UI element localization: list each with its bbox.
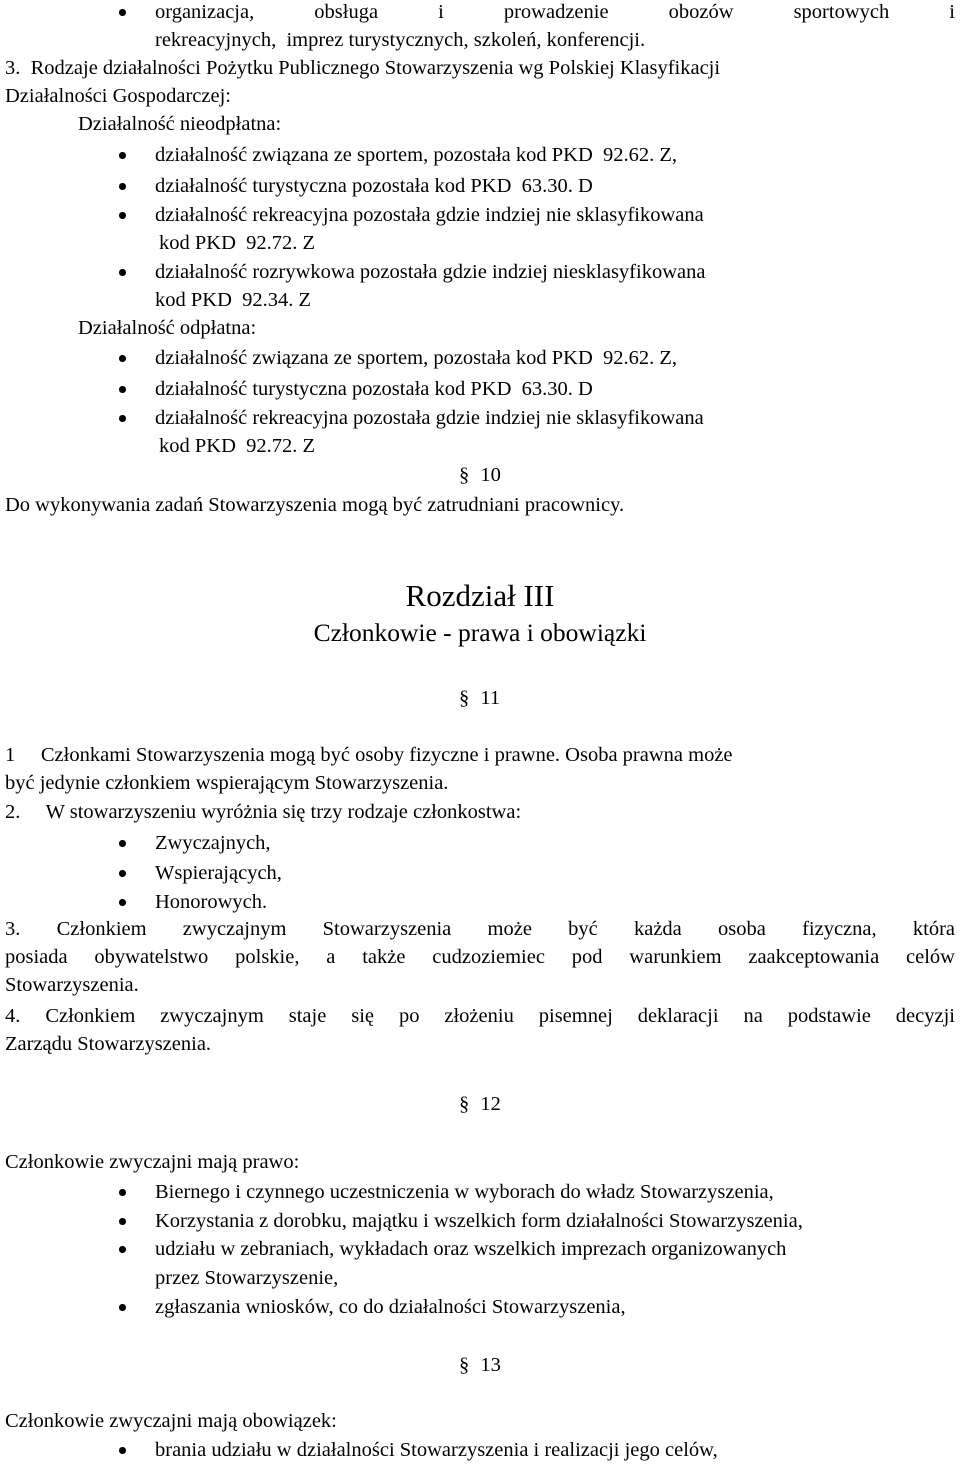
paragraph-text-line: Zarządu Stowarzyszenia.	[5, 1033, 212, 1055]
list-item-text: kod PKD 92.72. Z	[159, 232, 316, 254]
bullet	[119, 183, 126, 190]
paragraph-text-line: Do wykonywania zadań Stowarzyszenia mogą być zatrudniani pracownicy.	[5, 494, 625, 516]
list-item-text: Korzystania z dorobku, majątku i wszelkich form działalności Stowarzyszenia,	[155, 1210, 803, 1232]
bullet	[119, 152, 126, 159]
list-item-text: działalność turystyczna pozostała kod PKD 63.30. D	[155, 175, 593, 197]
paragraph-text	[5, 1407, 337, 1435]
bullet	[119, 1218, 126, 1225]
list-item-continued	[155, 286, 311, 314]
list-item	[155, 888, 267, 916]
list-item-text: zgłaszania wniosków, co do działalności Stowarzyszenia,	[155, 1296, 626, 1318]
list-item-text: działalność turystyczna pozostała kod PKD 63.30. D	[155, 378, 593, 400]
paragraph-mark	[459, 1351, 501, 1379]
paragraph-text-line: Członkowie zwyczajni mają obowiązek:	[5, 1410, 337, 1432]
list-item-text: działalność związana ze sportem, pozostała kod PKD 92.62. Z,	[155, 144, 678, 166]
list-item-continued	[159, 229, 315, 257]
bullet	[119, 355, 126, 362]
section-heading-continued	[5, 82, 231, 110]
paid-label-text: Działalność odpłatna:	[78, 317, 257, 339]
list-item-text: działalność rozrywkowa pozostała gdzie indziej niesklasyfikowana	[155, 261, 706, 283]
paragraph-text	[5, 1030, 211, 1058]
list-item-text: organizacja, obsługa i prowadzenie obozów sportowych i	[155, 1, 955, 23]
list-item-text: przez Stowarzyszenie,	[155, 1267, 339, 1289]
list-item-text: działalność rekreacyjna pozostała gdzie indziej nie sklasyfikowana	[155, 204, 704, 226]
list-item	[155, 172, 593, 200]
list-item	[155, 141, 677, 169]
paragraph-number: 10	[480, 464, 501, 486]
paragraph-number: 13	[480, 1354, 501, 1376]
bullet	[119, 870, 126, 877]
list-item-text: kod PKD 92.34. Z	[155, 289, 312, 311]
list-item-text: brania udziału w działalności Stowarzyszenia i realizacji jego celów,	[155, 1439, 718, 1461]
list-item	[155, 0, 955, 26]
paragraph-mark	[459, 461, 501, 489]
bullet	[119, 1189, 126, 1196]
list-item-text: rekreacyjnych, imprez turystycznych, szkoleń, konferencji.	[155, 29, 646, 51]
bullet	[119, 9, 126, 16]
chapter-title	[0, 579, 960, 613]
paragraph-text-line: Stowarzyszenia.	[5, 974, 139, 996]
list-item-text: udziału w zebraniach, wykładach oraz wszelkich imprezach organizowanych	[155, 1238, 787, 1260]
section-heading-line: Działalności Gospodarczej:	[5, 85, 231, 107]
list-item-text: Honorowych.	[155, 891, 268, 913]
list-item	[155, 1178, 774, 1206]
paragraph-text-line: 3. Członkiem zwyczajnym Stowarzyszenia może być każda osoba fizyczna, która	[5, 918, 955, 940]
paragraph-text-line: Członkowie zwyczajni mają prawo:	[5, 1151, 300, 1173]
list-item	[155, 404, 704, 432]
bullet	[119, 269, 126, 276]
chapter-title-text: Rozdział III	[405, 578, 555, 613]
list-item-continued	[155, 26, 645, 54]
paragraph-text	[5, 943, 955, 971]
paragraph-number: 12	[480, 1093, 501, 1115]
list-item	[155, 258, 705, 286]
bullet	[119, 415, 126, 422]
bullet	[119, 1304, 126, 1311]
list-item-text: działalność związana ze sportem, pozostała kod PKD 92.62. Z,	[155, 347, 678, 369]
bullet	[119, 386, 126, 393]
chapter-subtitle	[0, 618, 960, 648]
list-item	[155, 1235, 786, 1263]
paragraph-text	[5, 1148, 299, 1176]
list-item-text: Biernego i czynnego uczestniczenia w wyborach do władz Stowarzyszenia,	[155, 1181, 774, 1203]
list-item	[155, 859, 282, 887]
list-item	[155, 829, 271, 857]
section-sign-icon: §	[459, 1093, 470, 1115]
list-item	[155, 1293, 626, 1321]
list-item	[155, 1207, 803, 1235]
list-item-continued	[155, 1264, 338, 1292]
paragraph-text-line: posiada obywatelstwo polskie, a także cudzoziemiec pod warunkiem zaakceptowania celów	[5, 946, 955, 968]
section-sign-icon: §	[459, 464, 470, 486]
chapter-subtitle-text: Członkowie - prawa i obowiązki	[313, 618, 647, 647]
paragraph-text	[5, 798, 521, 826]
paragraph-text	[5, 741, 733, 769]
section-heading	[5, 54, 955, 82]
paragraph-text	[5, 769, 448, 797]
bullet	[119, 1447, 126, 1454]
paragraph-mark	[459, 1090, 501, 1118]
list-item-text: Wspierających,	[155, 862, 282, 884]
paid-label	[78, 314, 256, 342]
list-item	[155, 375, 593, 403]
section-sign-icon: §	[459, 1354, 470, 1376]
unpaid-label-text: Działalność nieodpłatna:	[78, 113, 282, 135]
list-item	[155, 201, 704, 229]
bullet	[119, 212, 126, 219]
paragraph-text	[5, 915, 955, 943]
unpaid-label	[78, 110, 281, 138]
paragraph-text	[5, 491, 624, 519]
list-item-text: kod PKD 92.72. Z	[159, 435, 316, 457]
list-item	[155, 1436, 718, 1464]
bullet	[119, 840, 126, 847]
list-item	[155, 344, 677, 372]
paragraph-text-line: być jedynie członkiem wspierającym Stowarzyszenia.	[5, 772, 449, 794]
bullet	[119, 1246, 126, 1253]
list-item-text: działalność rekreacyjna pozostała gdzie indziej nie sklasyfikowana	[155, 407, 704, 429]
bullet	[119, 899, 126, 906]
section-heading-line: 3. Rodzaje działalności Pożytku Publicznego Stowarzyszenia wg Polskiej Klasyfikacji	[5, 57, 721, 79]
paragraph-number: 11	[480, 687, 501, 709]
paragraph-text-line: 2. W stowarzyszeniu wyróżnia się trzy rodzaje członkostwa:	[5, 801, 522, 823]
section-sign-icon: §	[459, 687, 470, 709]
paragraph-text	[5, 971, 139, 999]
paragraph-text-line: 4. Członkiem zwyczajnym staje się po złożeniu pisemnej deklaracji na podstawie decyzji	[5, 1005, 955, 1027]
paragraph-mark	[459, 684, 500, 712]
list-item-continued	[159, 432, 315, 460]
paragraph-text-line: 1 Członkami Stowarzyszenia mogą być osoby fizyczne i prawne. Osoba prawna może	[5, 744, 733, 766]
list-item-text: Zwyczajnych,	[155, 832, 271, 854]
paragraph-text	[5, 1002, 955, 1030]
